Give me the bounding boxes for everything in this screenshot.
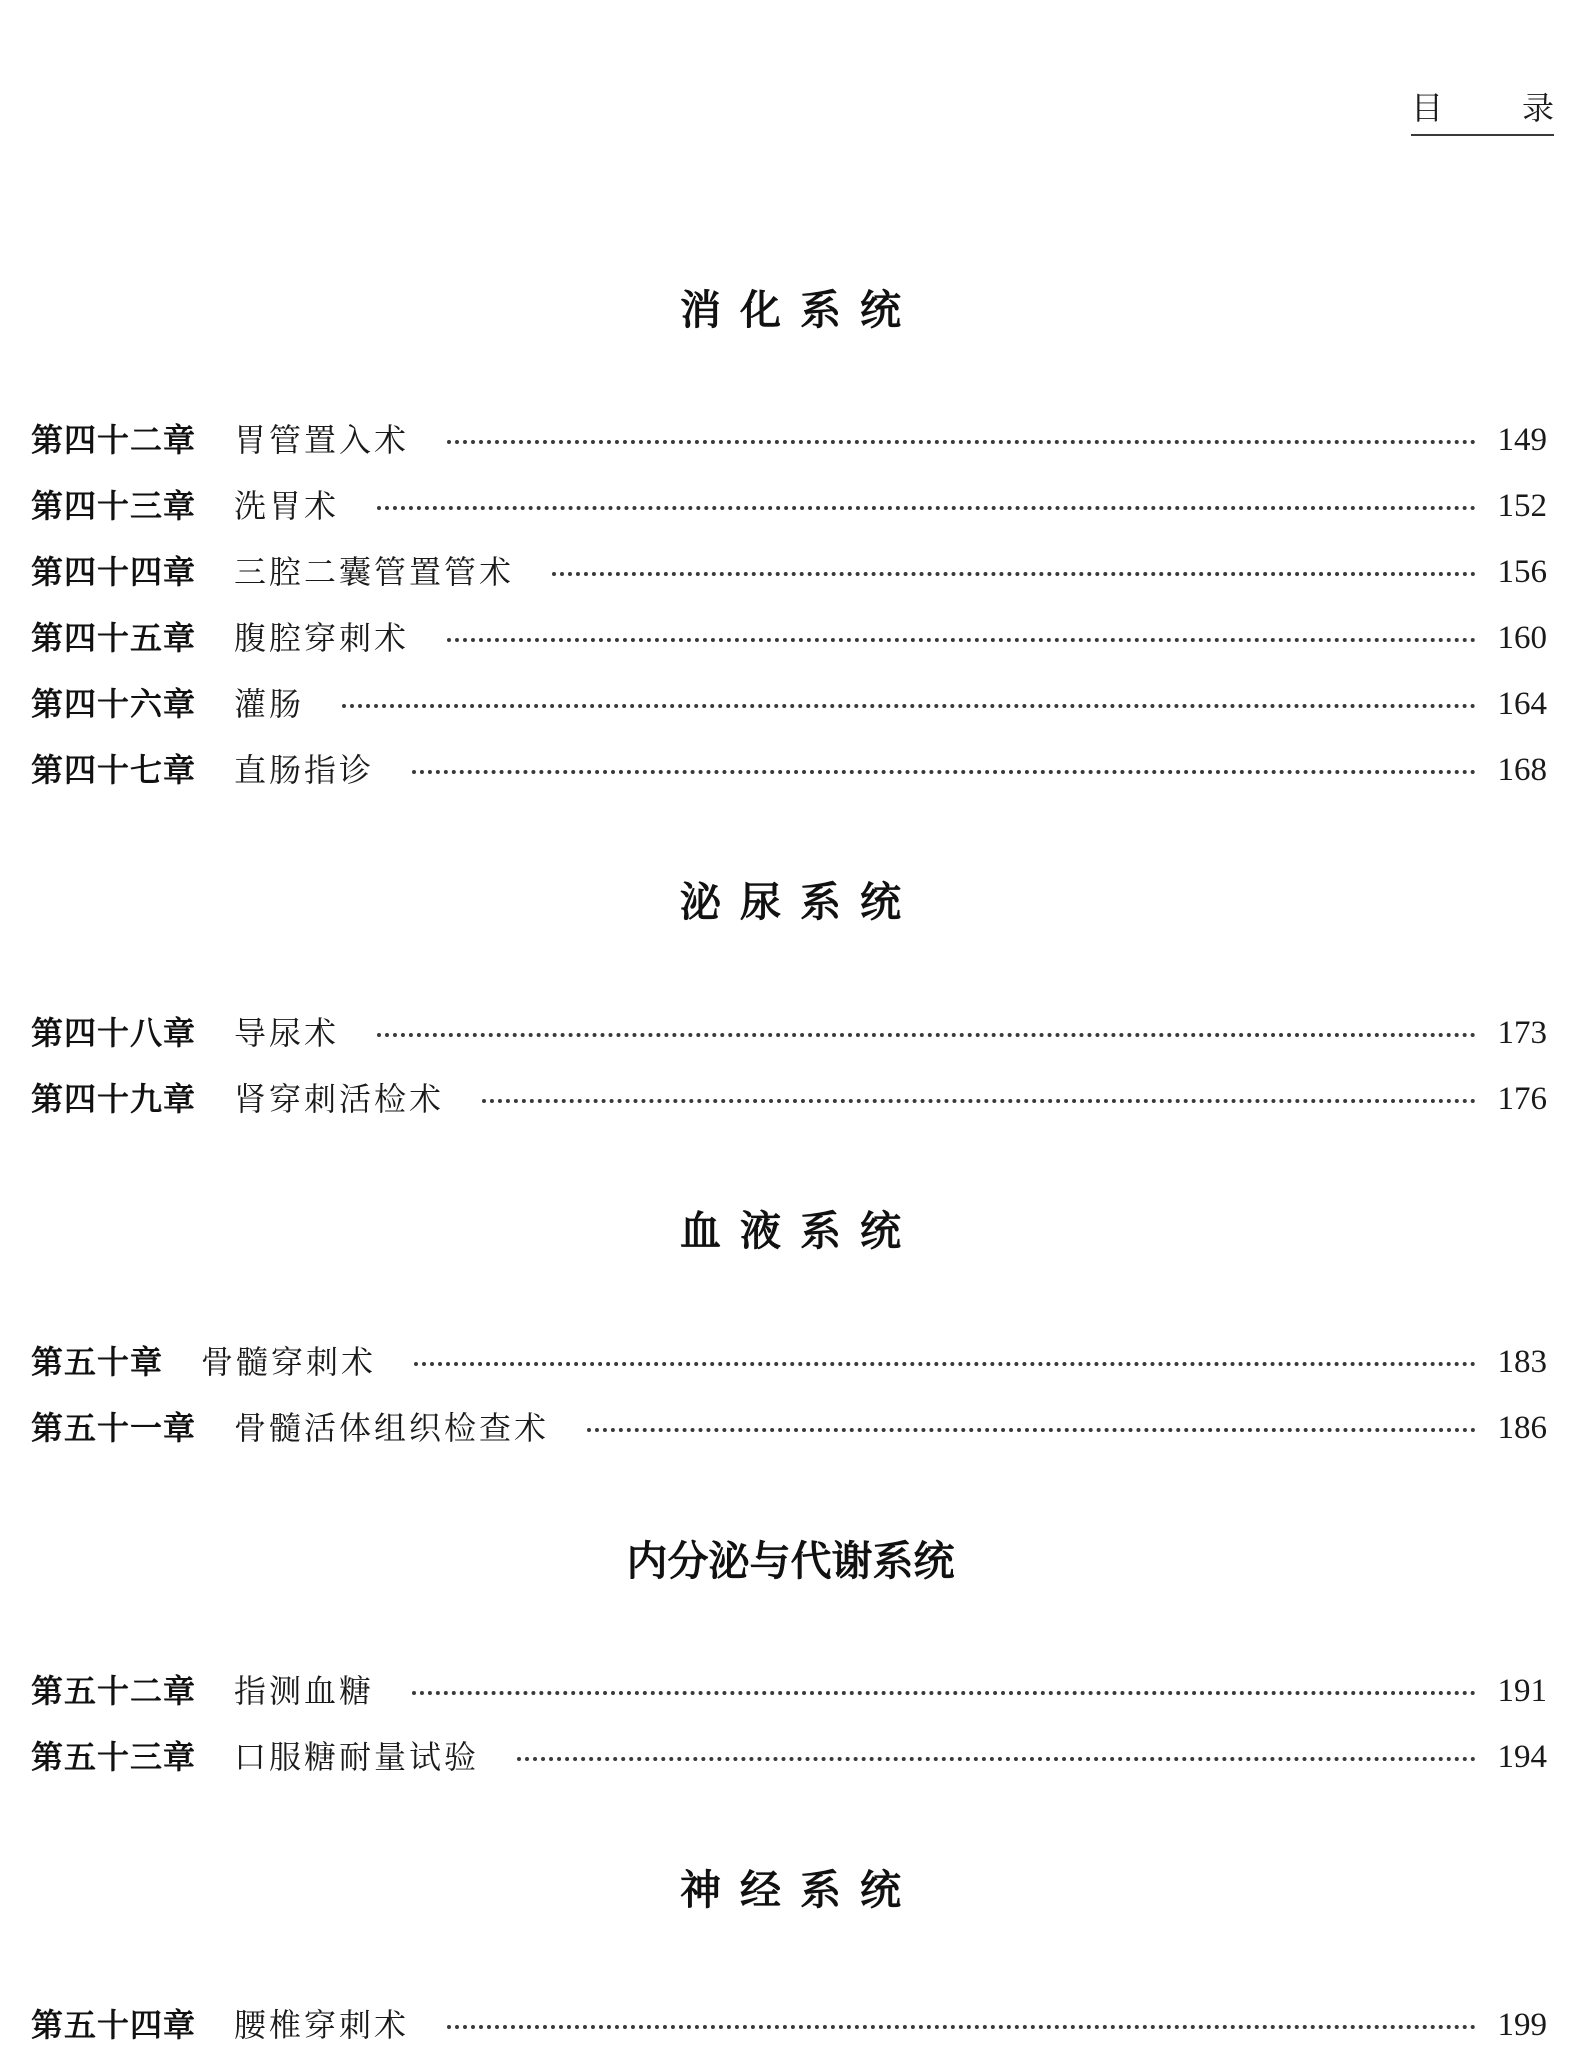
toc-entry[interactable] <box>31 1074 1547 1124</box>
toc-page-number: 199 <box>1497 2007 1547 2043</box>
running-header-left: 目 <box>1411 89 1444 127</box>
cropped-row-container <box>0 2000 1581 2044</box>
toc-chapter-number: 第五十一章 <box>31 1409 197 1447</box>
toc-chapter-number: 第五十二章 <box>31 1672 197 1710</box>
toc-chapter-title: 指测血糖 <box>234 1672 375 1710</box>
toc-chapter-number: 第四十四章 <box>31 553 197 591</box>
toc-chapter-number: 第五十章 <box>31 1343 164 1381</box>
toc-entry[interactable] <box>31 679 1547 729</box>
toc-dot-leader <box>377 1033 1475 1037</box>
toc-entry[interactable] <box>31 613 1547 663</box>
toc-page-number: 176 <box>1497 1081 1547 1117</box>
toc-entry[interactable] <box>31 2000 1547 2050</box>
toc-chapter-title: 胃管置入术 <box>234 421 410 459</box>
toc-entry[interactable] <box>31 415 1547 465</box>
toc-dot-leader <box>412 770 1475 774</box>
running-header <box>1411 90 1554 136</box>
toc-dot-leader <box>587 1428 1475 1432</box>
toc-dot-leader <box>517 1757 1475 1761</box>
toc-entry[interactable] <box>31 481 1547 531</box>
toc-page-number: 183 <box>1497 1344 1547 1380</box>
section-title-digestive: 消化系统 <box>680 286 920 334</box>
toc-page-number: 156 <box>1497 554 1547 590</box>
toc-chapter-number: 第四十二章 <box>31 421 197 459</box>
running-header-right: 录 <box>1521 89 1554 127</box>
section-title-endocrine: 内分泌与代谢系统 <box>626 1537 955 1585</box>
toc-dot-leader <box>414 1362 1475 1366</box>
toc-chapter-number: 第四十七章 <box>31 751 197 789</box>
toc-entry[interactable] <box>31 745 1547 795</box>
toc-page-number: 149 <box>1497 422 1547 458</box>
toc-chapter-title: 腰椎穿刺术 <box>234 2006 410 2044</box>
toc-dot-leader <box>412 1691 1475 1695</box>
toc-dot-leader <box>447 440 1475 444</box>
toc-chapter-title: 直肠指诊 <box>234 751 375 789</box>
toc-dot-leader <box>447 638 1475 642</box>
toc-dot-leader <box>342 704 1475 708</box>
toc-chapter-number: 第四十三章 <box>31 487 197 525</box>
toc-chapter-title: 口服糖耐量试验 <box>234 1738 480 1776</box>
toc-entry[interactable] <box>31 1666 1547 1716</box>
toc-page-number: 186 <box>1497 1410 1547 1446</box>
toc-chapter-number: 第五十三章 <box>31 1738 197 1776</box>
toc-chapter-title: 三腔二囊管置管术 <box>234 553 515 591</box>
toc-page-number: 160 <box>1497 620 1547 656</box>
toc-page-number: 164 <box>1497 686 1547 722</box>
toc-dot-leader <box>482 1099 1475 1103</box>
toc-entry[interactable] <box>31 547 1547 597</box>
toc-page-number: 168 <box>1497 752 1547 788</box>
toc-chapter-number: 第五十四章 <box>31 2006 197 2044</box>
toc-entry[interactable] <box>31 1008 1547 1058</box>
toc-dot-leader <box>447 2025 1475 2029</box>
section-title-blood: 血液系统 <box>680 1207 920 1255</box>
section-title-nervous: 神经系统 <box>680 1866 920 1914</box>
toc-dot-leader <box>552 572 1475 576</box>
toc-page-number: 191 <box>1497 1673 1547 1709</box>
toc-chapter-title: 肾穿刺活检术 <box>234 1080 445 1118</box>
toc-page-number: 173 <box>1497 1015 1547 1051</box>
toc-chapter-title: 骨髓穿刺术 <box>201 1343 377 1381</box>
toc-entry[interactable] <box>31 1732 1547 1782</box>
toc-page-number: 152 <box>1497 488 1547 524</box>
toc-entry[interactable] <box>31 1337 1547 1387</box>
toc-chapter-title: 骨髓活体组织检查术 <box>234 1409 550 1447</box>
toc-chapter-title: 洗胃术 <box>234 487 340 525</box>
toc-page-number: 194 <box>1497 1739 1547 1775</box>
toc-chapter-title: 腹腔穿刺术 <box>234 619 410 657</box>
toc-chapter-title: 导尿术 <box>234 1014 340 1052</box>
toc-chapter-number: 第四十八章 <box>31 1014 197 1052</box>
toc-chapter-title: 灌肠 <box>234 685 305 723</box>
section-title-urinary: 泌尿系统 <box>680 878 920 926</box>
toc-chapter-number: 第四十六章 <box>31 685 197 723</box>
toc-chapter-number: 第四十五章 <box>31 619 197 657</box>
toc-dot-leader <box>377 506 1475 510</box>
toc-chapter-number: 第四十九章 <box>31 1080 197 1118</box>
toc-entry[interactable] <box>31 1403 1547 1453</box>
